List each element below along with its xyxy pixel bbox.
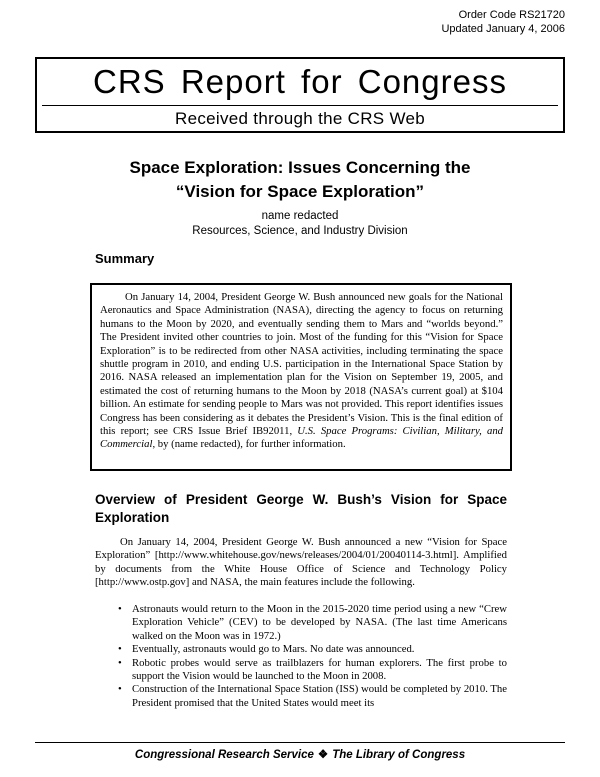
report-title xyxy=(0,156,600,204)
diamond-icon: ❖ xyxy=(317,749,329,761)
bullet-icon: • xyxy=(118,643,122,656)
list-item xyxy=(95,603,507,643)
division-name: Resources, Science, and Industry Division xyxy=(192,225,408,237)
list-item xyxy=(95,643,507,656)
list-item-text: Eventually, astronauts would go to Mars. No date was announced. xyxy=(132,643,415,656)
summary-paragraph xyxy=(100,291,503,452)
footer-library-name: The Library of Congress xyxy=(332,749,466,761)
crs-banner-title: CRS Report for Congress xyxy=(93,63,507,100)
summary-heading: Summary xyxy=(95,251,155,266)
crs-banner-box xyxy=(35,57,565,133)
summary-italic-citation: U.S. Space Programs: Civilian, Military, and Commercial xyxy=(100,425,504,451)
overview-section-heading: Overview of President George W. Bush’s Vision for Space Exploration xyxy=(95,492,507,525)
summary-text-part1: On January 14, 2004, President George W. Bush announced new goals for the National Aeronautics and Space Administration (NASA), directing the agency to focus on returning humans to the Moon by 2020, and eventually sending them to Mars and “worlds beyond.” The President invited other countries to join. Most of the funding for this “Vision for Space Exploration” is to be redirected from other NASA activities, including terminating the space shuttle program in 2010, and ending U.S. participation in the International Space Station by 2016. NASA released an implementation plan for the Vision on September 19, 2005, and estimated the cost of returning humans to the Moon by 2018 (NASA’s current goal) at $104 billion. An estimate for sending people to Mars was not provided. This report identifies issues Congress has been considering as it debates the President’s Vision. This is the final edition of this report; see CRS Issue Brief IB92011, xyxy=(100,291,503,438)
author-name: name redacted xyxy=(261,210,339,222)
byline xyxy=(0,209,600,239)
footer xyxy=(0,747,600,761)
bullet-icon: • xyxy=(118,603,122,615)
footer-service-name: Congressional Research Service xyxy=(134,749,314,761)
bullet-icon: • xyxy=(118,683,122,696)
summary-text-part2: , by (name redacted), for further information. xyxy=(152,438,346,451)
bullet-icon: • xyxy=(118,656,122,669)
vision-features-list xyxy=(95,603,507,710)
list-item xyxy=(95,657,507,684)
order-code: Order Code RS21720 xyxy=(458,9,565,21)
report-title-line1: Space Exploration: Issues Concerning the xyxy=(129,158,471,177)
list-item-text: Construction of the International Space Station (ISS) would be completed by 2010. The President promised that the United States would meet its xyxy=(132,683,507,709)
list-item-text: Robotic probes would serve as trailblazers for human explorers. The first probe to support the Vision would be launched to the Moon in 2008. xyxy=(132,656,507,683)
updated-date: Updated January 4, 2006 xyxy=(441,23,565,35)
summary-box xyxy=(90,283,512,471)
list-item-text: Astronauts would return to the Moon in the 2015-2020 time period using a new “Crew Exploration Vehicle” (CEV) to be developed by NASA. (The last time Americans walked on the Moon was in 1972.) xyxy=(132,603,507,642)
overview-intro-paragraph: On January 14, 2004, President George W. Bush announced a new “Vision for Space Exploration” [http://www.whitehouse.gov/news/releases/2004/01/20040114-3.html]. Amplified by documents from the White House Office of Science and Technology Policy [http://www.ostp.gov] and NASA, the main features include the following. xyxy=(95,536,507,589)
crs-banner-subtitle: Received through the CRS Web xyxy=(175,109,425,128)
footer-divider xyxy=(35,742,565,743)
document-meta xyxy=(441,8,565,36)
report-title-line2: “Vision for Space Exploration” xyxy=(175,182,425,201)
list-item xyxy=(95,683,507,710)
